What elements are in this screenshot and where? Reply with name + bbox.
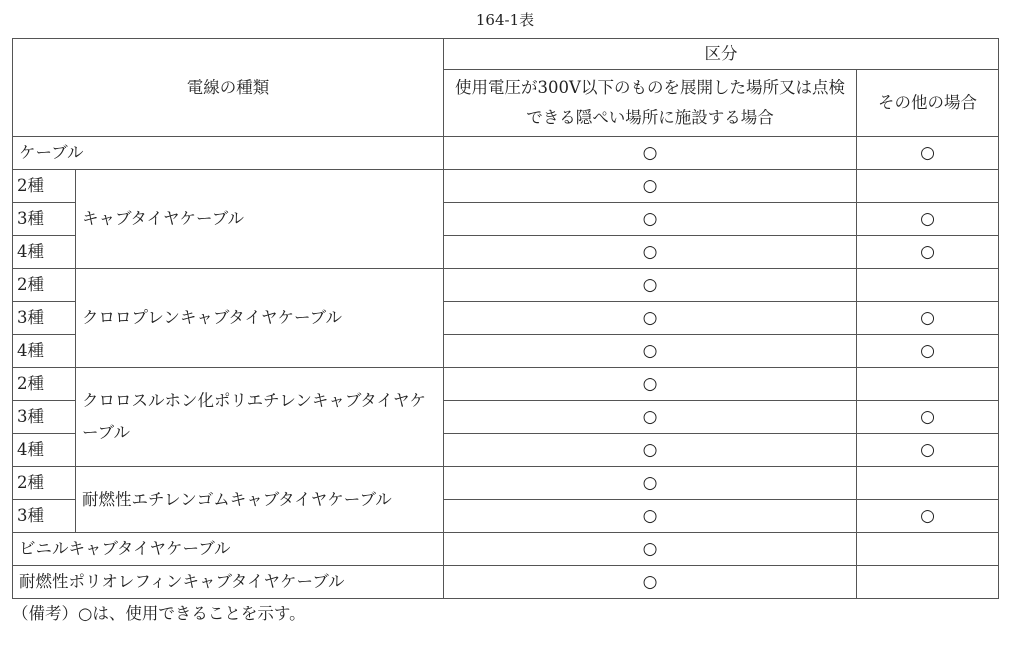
circle-mark: ○	[642, 341, 658, 361]
cell-a	[444, 236, 857, 269]
cell-a	[444, 500, 857, 533]
circle-mark: ○	[920, 242, 935, 262]
cell-a	[444, 203, 857, 236]
cell-a	[444, 302, 857, 335]
cell-b	[857, 368, 999, 401]
cell-b	[857, 401, 999, 434]
cell-a	[444, 434, 857, 467]
cell-b	[857, 269, 999, 302]
cell-b	[857, 302, 999, 335]
circle-mark: ○	[642, 374, 658, 394]
kind-cell: 4種	[13, 434, 76, 467]
header-col-b: その他の場合	[857, 70, 999, 137]
circle-mark: ○	[920, 506, 935, 526]
table-caption: 164-1表	[475, 11, 535, 29]
circle-mark: ○	[642, 242, 658, 262]
circle-mark: ○	[642, 440, 658, 460]
cell-b	[857, 533, 999, 566]
kind-cell: 3種	[13, 401, 76, 434]
row-label-cable: ケーブル	[13, 137, 444, 170]
circle-mark: ○	[920, 209, 935, 229]
circle-mark: ○	[642, 308, 658, 328]
cell-a	[444, 170, 857, 203]
cell-a	[444, 368, 857, 401]
remarks-note: （備考）○は、使用できることを示す。	[12, 604, 306, 623]
row-label-flame-epr: 耐燃性エチレンゴムキャブタイヤケーブル	[76, 467, 444, 533]
header-wire-type: 電線の種類	[13, 39, 444, 137]
cell-b	[857, 566, 999, 599]
kind-cell: 4種	[13, 335, 76, 368]
kind-cell: 2種	[13, 368, 76, 401]
table-row	[13, 137, 999, 170]
table-row	[13, 533, 999, 566]
row-label-flame-polyolefin: 耐燃性ポリオレフィンキャブタイヤケーブル	[13, 566, 444, 599]
table-row	[13, 170, 999, 203]
circle-mark: ○	[642, 209, 658, 229]
kind-cell: 3種	[13, 500, 76, 533]
kind-cell: 3種	[13, 302, 76, 335]
cell-b	[857, 467, 999, 500]
table-row	[13, 269, 999, 302]
row-label-csp: クロロスルホン化ポリエチレンキャブタイヤケーブル	[76, 368, 444, 467]
wire-type-table	[12, 38, 999, 599]
kind-cell: 2種	[13, 269, 76, 302]
cell-b	[857, 137, 999, 170]
cell-a	[444, 335, 857, 368]
circle-mark: ○	[920, 407, 935, 427]
header-division: 区分	[444, 39, 999, 70]
circle-mark: ○	[920, 308, 935, 328]
cell-b	[857, 335, 999, 368]
cell-a	[444, 401, 857, 434]
header-row	[13, 39, 999, 70]
kind-cell: 2種	[13, 170, 76, 203]
kind-cell: 2種	[13, 467, 76, 500]
cell-a	[444, 467, 857, 500]
table-row	[13, 368, 999, 401]
circle-mark: ○	[642, 176, 658, 196]
header-col-a: 使用電圧が300V以下のものを展開した場所又は点検できる隠ぺい場所に施設する場合	[444, 70, 857, 137]
cell-a	[444, 533, 857, 566]
cell-b	[857, 500, 999, 533]
circle-mark: ○	[642, 539, 658, 559]
cell-b	[857, 236, 999, 269]
table-row	[13, 467, 999, 500]
circle-mark: ○	[642, 407, 658, 427]
cell-a	[444, 137, 857, 170]
row-label-cabtyre: キャブタイヤケーブル	[76, 170, 444, 269]
circle-mark: ○	[920, 143, 935, 163]
cell-b	[857, 203, 999, 236]
circle-mark: ○	[642, 572, 658, 592]
table-row	[13, 566, 999, 599]
kind-cell: 4種	[13, 236, 76, 269]
circle-mark: ○	[920, 440, 935, 460]
kind-cell: 3種	[13, 203, 76, 236]
cell-a	[444, 566, 857, 599]
cell-a	[444, 269, 857, 302]
row-label-vinyl: ビニルキャブタイヤケーブル	[13, 533, 444, 566]
circle-mark: ○	[642, 506, 658, 526]
row-label-chloroprene: クロロプレンキャブタイヤケーブル	[76, 269, 444, 368]
cell-b	[857, 434, 999, 467]
cell-b	[857, 170, 999, 203]
circle-mark: ○	[642, 143, 658, 163]
circle-mark: ○	[642, 473, 658, 493]
circle-mark: ○	[920, 341, 935, 361]
circle-mark: ○	[642, 275, 658, 295]
